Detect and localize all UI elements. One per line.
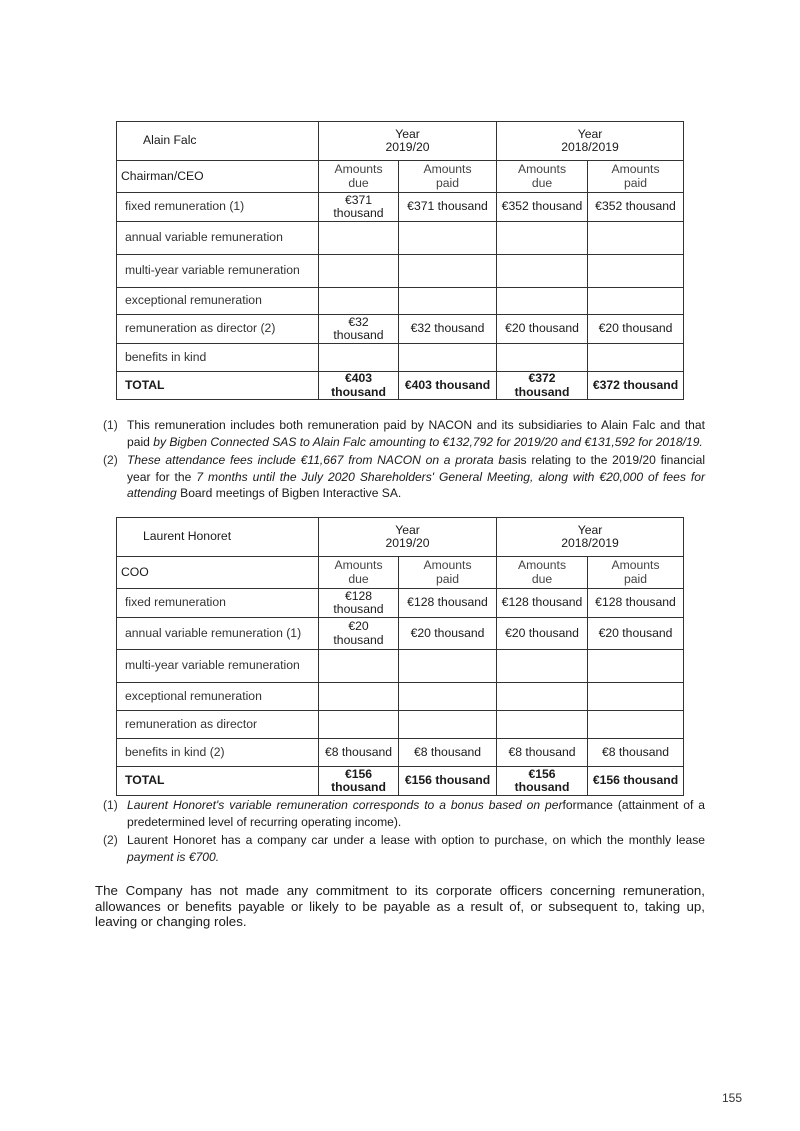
footnote-number: (2) [103,453,118,468]
value-cell [588,711,684,739]
value-cell [319,255,399,288]
row-label: remuneration as director (2) [117,315,319,344]
subheader-amounts-paid: Amounts paid [588,161,684,193]
value-cell: €371 thousand [319,193,399,222]
role-label: COO [117,557,319,589]
value-cell: €8 thousand [588,739,684,767]
commitment-paragraph: The Company has not made any commitment to its corporate officers concerning remuneration, allowances or benefits payable or likely to be payable as a result of, or subsequent to, taking up, leaving or changing roles. [95,883,705,930]
value-cell: €352 thousand [497,193,588,222]
value-cell [588,255,684,288]
value-cell: €20 thousand [588,315,684,344]
value-cell: €128 thousand [588,589,684,618]
value-cell [588,650,684,683]
row-label: remuneration as director [117,711,319,739]
row-label: fixed remuneration [117,589,319,618]
remuneration-table-laurent-honoret [116,517,684,796]
subheader-amounts-paid: Amounts paid [399,161,497,193]
row-label: annual variable remuneration [117,222,319,255]
subheader-amounts-paid: Amounts paid [588,557,684,589]
row-label: multi-year variable remuneration [117,650,319,683]
value-cell [399,344,497,372]
value-cell: €156 thousand [399,767,497,796]
remuneration-table-alain-falc [116,121,684,400]
value-cell [399,711,497,739]
value-cell [399,683,497,711]
value-cell: €403 thousand [319,372,399,400]
row-label: annual variable remuneration (1) [117,618,319,650]
table-row [117,193,684,222]
value-cell [588,344,684,372]
value-cell: €128 thousand [399,589,497,618]
row-label: benefits in kind [117,344,319,372]
footnotes-table1 [103,417,705,504]
year-header-2018-2019: Year 2018/2019 [497,122,684,161]
footnote-text: This remuneration includes both remuneration paid by NACON and its subsidiaries to Alain Falc and that paid by Bigben Connected SAS to Alain Falc amounting to €132,792 for 2019/20 and €131,592 for 2018/19. [127,418,705,449]
table-row [117,589,684,618]
value-cell: €8 thousand [497,739,588,767]
year-header-2019-20: Year 2019/20 [319,122,497,161]
value-cell: €8 thousand [399,739,497,767]
value-cell [399,222,497,255]
value-cell: €20 thousand [497,618,588,650]
footnote [103,797,705,830]
table-row [117,650,684,683]
table-row [117,222,684,255]
footnote-text: Laurent Honoret has a company car under a lease with option to purchase, on which the monthly lease payment is €700. [127,833,705,864]
subheader-amounts-due: Amounts due [497,557,588,589]
table-row [117,739,684,767]
footnote [103,832,705,865]
year-header-2018-2019: Year 2018/2019 [497,518,684,557]
value-cell [588,222,684,255]
value-cell: €156 thousand [497,767,588,796]
value-cell: €128 thousand [319,589,399,618]
table-row [117,618,684,650]
row-label: exceptional remuneration [117,288,319,315]
footnote-text: Laurent Honoret's variable remuneration corresponds to a bonus based on performance (attainment of a predetermined level of recurring operating income). [127,798,705,829]
footnote [103,452,705,502]
year-header-2019-20: Year 2019/20 [319,518,497,557]
value-cell: €352 thousand [588,193,684,222]
table-row [117,288,684,315]
value-cell [497,344,588,372]
value-cell [497,650,588,683]
value-cell [497,711,588,739]
total-label: TOTAL [117,372,319,400]
subheader-amounts-due: Amounts due [497,161,588,193]
subheader-amounts-paid: Amounts paid [399,557,497,589]
value-cell: €372 thousand [497,372,588,400]
value-cell [319,222,399,255]
value-cell: €8 thousand [319,739,399,767]
role-label: Chairman/CEO [117,161,319,193]
table-row [117,344,684,372]
table-row-total [117,767,684,796]
value-cell: €156 thousand [588,767,684,796]
footnote [103,417,705,450]
row-label: fixed remuneration (1) [117,193,319,222]
value-cell: €20 thousand [319,618,399,650]
row-label: benefits in kind (2) [117,739,319,767]
value-cell: €32 thousand [399,315,497,344]
value-cell [399,288,497,315]
subheader-amounts-due: Amounts due [319,557,399,589]
footnote-number: (2) [103,833,118,848]
value-cell: €128 thousand [497,589,588,618]
value-cell [319,650,399,683]
table-row-total [117,372,684,400]
value-cell [497,288,588,315]
table-row [117,315,684,344]
table-row [117,683,684,711]
value-cell [497,255,588,288]
value-cell [588,288,684,315]
value-cell: €20 thousand [399,618,497,650]
value-cell [319,288,399,315]
value-cell: €32 thousand [319,315,399,344]
value-cell [399,650,497,683]
value-cell [319,711,399,739]
value-cell [497,683,588,711]
subheader-amounts-due: Amounts due [319,161,399,193]
footnote-number: (1) [103,798,118,812]
value-cell [319,344,399,372]
value-cell: €371 thousand [399,193,497,222]
page-number: 155 [722,1091,743,1105]
row-label: multi-year variable remuneration [117,255,319,288]
row-label: exceptional remuneration [117,683,319,711]
value-cell [399,255,497,288]
table-row [117,255,684,288]
table-row [117,711,684,739]
value-cell: €20 thousand [497,315,588,344]
total-label: TOTAL [117,767,319,796]
value-cell [497,222,588,255]
value-cell: €156 thousand [319,767,399,796]
value-cell: €403 thousand [399,372,497,400]
person-name: Laurent Honoret [117,518,319,557]
footnote-number: (1) [103,418,118,432]
value-cell: €20 thousand [588,618,684,650]
value-cell [319,683,399,711]
footnote-text: These attendance fees include €11,667 from NACON on a prorata basis relating to the 2019/20 financial year for the 7 months until the July 2020 Shareholders' General Meeting, along with €20,000 of fees for attending Board meetings of Bigben Interactive SA. [127,453,706,501]
value-cell [588,683,684,711]
footnotes-table2 [103,797,705,867]
person-name: Alain Falc [117,122,319,161]
value-cell: €372 thousand [588,372,684,400]
